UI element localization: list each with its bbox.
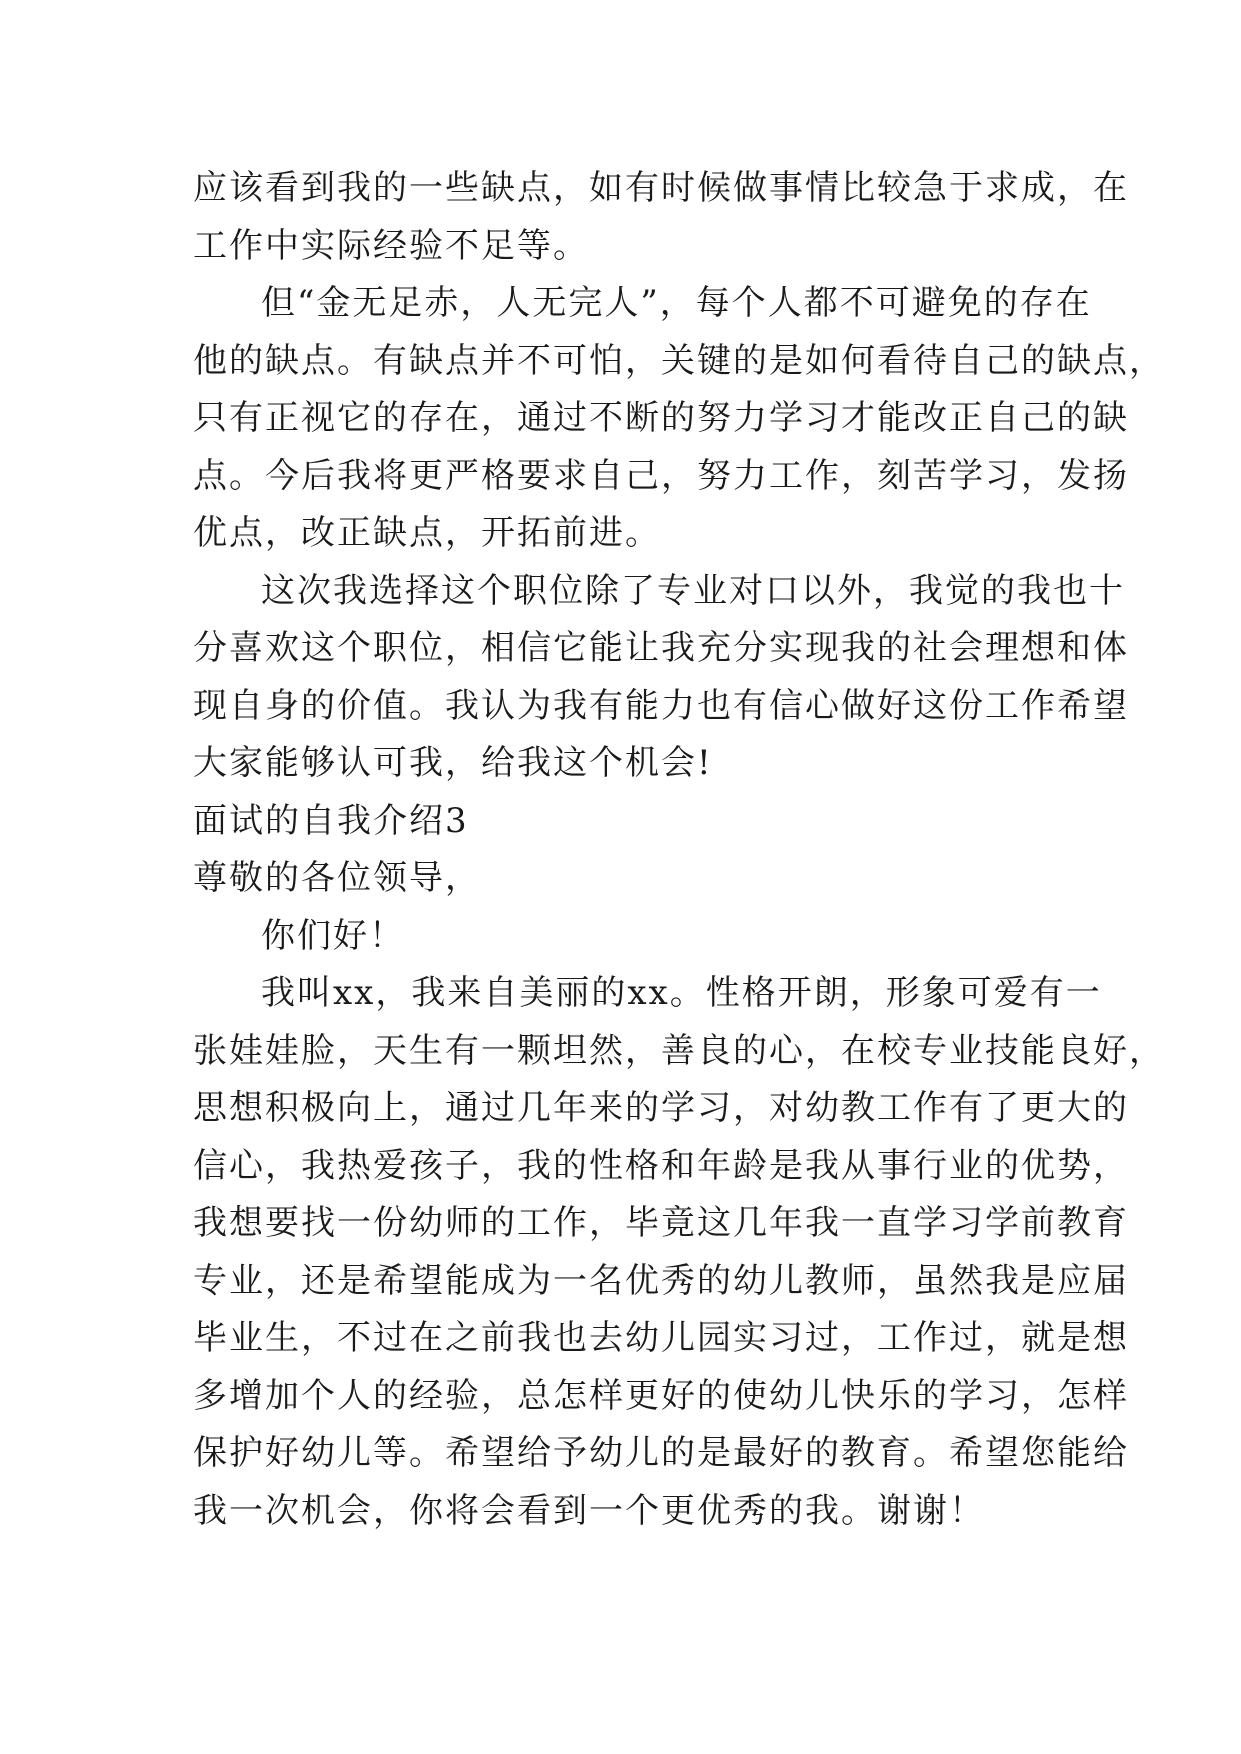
text-line: 但“金无足赤，人无完人”，每个人都不可避免的存在: [261, 283, 1092, 323]
text-line: 专业，还是希望能成为一名优秀的幼儿教师，虽然我是应届: [193, 1260, 1129, 1301]
text-line: 尊敬的各位领导，: [193, 858, 481, 898]
text-line: 只有正视它的存在，通过不断的努力学习才能改正自己的缺: [193, 398, 1129, 438]
text-line: 现自身的价值。我认为我有能力也有信心做好这份工作希望: [193, 685, 1129, 726]
document-body: [193, 160, 1165, 1540]
text-line: 张娃娃脸，天生有一颗坦然，善良的心，在校专业技能良好，: [193, 1030, 1165, 1071]
text-line: 他的缺点。有缺点并不可怕，关键的是如何看待自己的缺点，: [193, 340, 1165, 381]
text-line: 我叫xx，我来自美丽的xx。性格开朗，形象可爱有一: [261, 973, 1102, 1013]
text-line: 你们好！: [261, 915, 405, 956]
text-line: 我一次机会，你将会看到一个更优秀的我。谢谢！: [193, 1490, 985, 1531]
text-line: 我想要找一份幼师的工作，毕竟这几年我一直学习学前教育: [193, 1203, 1129, 1243]
text-line: 应该看到我的一些缺点，如有时候做事情比较急于求成，在: [193, 168, 1129, 208]
text-line: 毕业生，不过在之前我也去幼儿园实习过，工作过，就是想: [193, 1318, 1129, 1358]
text-line: 信心，我热爱孩子，我的性格和年龄是我从事行业的优势，: [193, 1145, 1129, 1186]
text-line: 大家能够认可我，给我这个机会!: [193, 743, 713, 783]
text-line: 面试的自我介绍3: [193, 800, 469, 841]
text-line: 思想积极向上，通过几年来的学习，对幼教工作有了更大的: [193, 1088, 1129, 1128]
text-line: 工作中实际经验不足等。: [193, 225, 589, 266]
text-line: 多增加个人的经验，总怎样更好的使幼儿快乐的学习，怎样: [193, 1375, 1129, 1416]
text-line: 保护好幼儿等。希望给予幼儿的是最好的教育。希望您能给: [193, 1433, 1129, 1473]
text-line: 这次我选择这个职位除了专业对口以外，我觉的我也十: [261, 570, 1125, 611]
text-line: 优点，改正缺点，开拓前进。: [193, 513, 661, 553]
text-line: 点。今后我将更严格要求自己，努力工作，刻苦学习，发扬: [193, 455, 1129, 496]
text-line: 分喜欢这个职位，相信它能让我充分实现我的社会理想和体: [193, 628, 1129, 668]
